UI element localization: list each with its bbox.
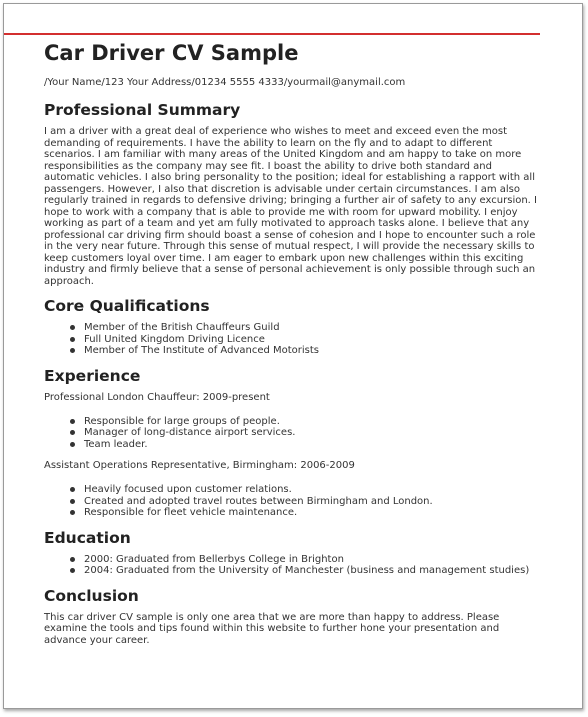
list-item (84, 322, 542, 334)
list-item (84, 496, 542, 508)
cv-content (44, 40, 542, 656)
bullet-icon (70, 557, 75, 562)
list-item (84, 427, 542, 439)
list-item (84, 334, 542, 346)
bullet-icon (70, 348, 75, 353)
conclusion-heading: Conclusion (44, 586, 139, 605)
qualifications-list (44, 322, 542, 357)
bullet-icon (70, 510, 75, 515)
duty-text: Team leader. (84, 438, 148, 450)
bullet-icon (70, 568, 75, 573)
bullet-icon (70, 487, 75, 492)
list-item (84, 565, 542, 577)
cv-page (3, 3, 583, 709)
duty-text: Responsible for large groups of people. (84, 415, 280, 427)
cv-title: Car Driver CV Sample (44, 41, 299, 65)
qualification-text: Member of The Institute of Advanced Motorists (84, 345, 320, 356)
education-heading: Education (44, 528, 131, 547)
list-item (84, 416, 542, 428)
experience-heading: Experience (44, 366, 141, 385)
duty-text: Responsible for fleet vehicle maintenance. (84, 507, 298, 518)
summary-text: I am a driver with a great deal of experience who wishes to meet and exceed even the most demanding of requirements. I have the ability to learn on the fly and to adapt to different scenarios. I am familiar with many areas of the United Kingdom and am happy to take on more responsibilities as the company may see fit. I boast the ability to drive both standard and automatic vehicles. I also bring personality to the position; ideal for establishing a rapport with all passengers. However, I also that discretion is advisable under certain circumstances. I am also regularly trained in regards to defensive driving; bringing a further air of safety to any excursion. I hope to work with a company that is able to provide me with room for upward mobility. I enjoy working as part of a team and yet am fully motivated to approach tasks alone. I believe that any professional car driving firm should boast a sense of cohesion and I hope to encounter such a role in the very near future. Through this sense of mutual respect, I will provide the necessary skills to keep customers loyal over time. I am eager to embark upon new challenges within this exciting industry and firmly believe that a sense of personal achievement is only possible through such an approach. (44, 126, 537, 287)
qualification-text: Member of the British Chauffeurs Guild (84, 322, 280, 333)
bullet-icon (70, 499, 75, 504)
duty-text: Created and adopted travel routes between Birmingham and London. (84, 495, 433, 507)
job-duties-list (44, 416, 542, 451)
contact-line: /Your Name/123 Your Address/01234 5555 4333/yourmail@anymail.com (44, 77, 406, 88)
job-title: Assistant Operations Representative, Birmingham: 2006-2009 (44, 460, 355, 471)
list-item (84, 345, 542, 357)
conclusion-text: This car driver CV sample is only one area that we are more than happy to address. Please examine the tools and tips found within this website to further hone your presentation and advance your career. (44, 611, 500, 646)
list-item (84, 439, 542, 451)
education-text: 2004: Graduated from the University of Manchester (business and management studies) (84, 565, 530, 576)
duty-text: Manager of long-distance airport services. (84, 427, 296, 438)
summary-heading: Professional Summary (44, 101, 241, 119)
bullet-icon (70, 430, 75, 435)
bullet-icon (70, 337, 75, 342)
education-text: 2000: Graduated from Bellerbys College in Brighton (84, 553, 344, 565)
qualifications-heading: Core Qualifications (44, 297, 210, 315)
job-title: Professional London Chauffeur: 2009-present (44, 391, 270, 403)
bullet-icon (70, 325, 75, 330)
list-item (84, 507, 542, 519)
job-duties-list (44, 484, 542, 519)
bullet-icon (70, 419, 75, 424)
duty-text: Heavily focused upon customer relations. (84, 484, 292, 495)
bullet-icon (70, 442, 75, 447)
qualification-text: Full United Kingdom Driving Licence (84, 333, 265, 345)
header-accent-line (4, 33, 540, 35)
list-item (84, 554, 542, 566)
education-list (44, 554, 542, 577)
list-item (84, 484, 542, 496)
